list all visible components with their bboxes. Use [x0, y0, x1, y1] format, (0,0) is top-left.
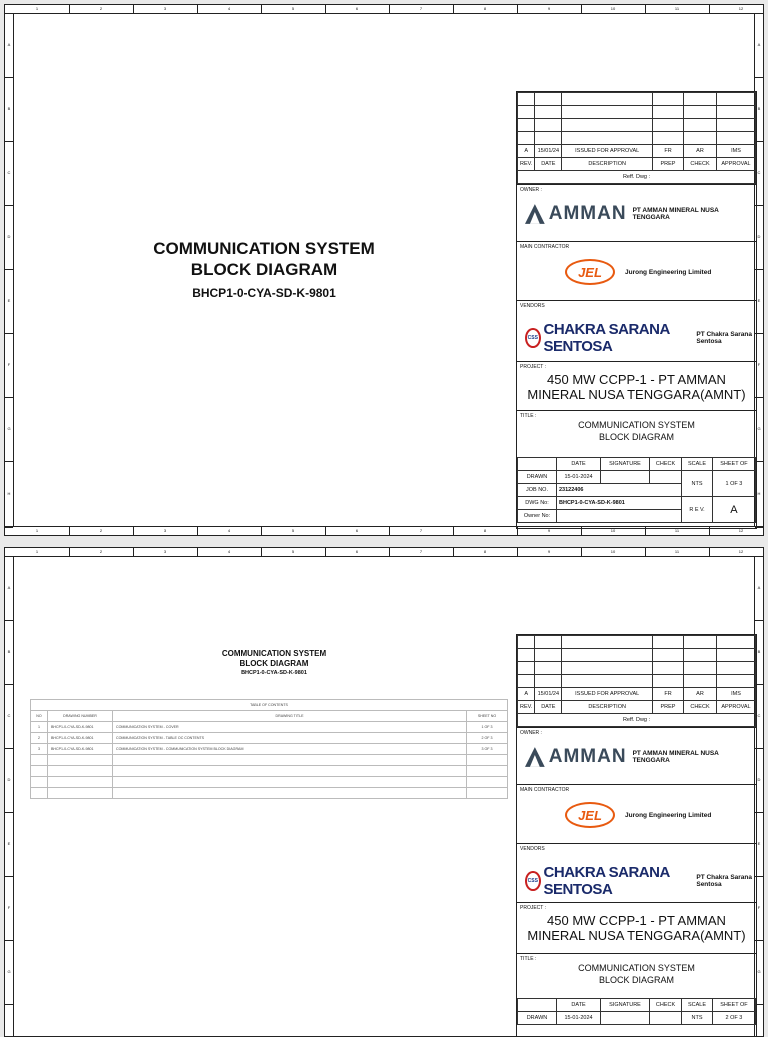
ruler-label: C	[755, 684, 763, 749]
ruler-label: E	[5, 812, 13, 877]
ruler-label: 8	[453, 5, 518, 13]
table-row: 3 BHCP1-0-CYA-SD-K-9801 COMMUNICATION SYSTEM - COMMUNICATION SYSTEM BLOCK DIAGRAM 3 OF 3	[31, 744, 508, 755]
ruler-label: 9	[517, 527, 582, 535]
ruler-label: 6	[325, 5, 390, 13]
title-block	[516, 634, 757, 1037]
ruler-label: 10	[581, 548, 646, 556]
ruler-label: 1	[5, 5, 70, 13]
info-table: DATE SIGNATURE CHECK SCALE SHEET OF DRAWN 15-01-2024 NTS 2 OF 3	[517, 998, 756, 1025]
ruler-label: 2	[69, 527, 134, 535]
chakra-logo: CHAKRA SARANA SENTOSA	[543, 864, 670, 898]
contractor-name: Jurong Engineering Limited	[625, 268, 712, 276]
table-row: 2 BHCP1-0-CYA-SD-K-9801 COMMUNICATION SYSTEM - TABLE OC CONTENTS 2 OF 3	[31, 733, 508, 744]
ruler-label: 5	[261, 527, 326, 535]
ruler-label: B	[5, 77, 13, 142]
title-line2: BLOCK DIAGRAM	[598, 432, 674, 442]
ruler-label: 11	[645, 5, 710, 13]
ruler-label: 2	[69, 5, 134, 13]
ruler-label: F	[755, 333, 763, 398]
ruler-label: C	[755, 141, 763, 206]
page-drawing-number: BHCP1-0-CYA-SD-K-9801	[241, 670, 307, 676]
owner-name: PT AMMAN MINERAL NUSA TENGGARA	[632, 750, 719, 764]
contractor-section: MAIN CONTRACTOR JEL Jurong Engineering Limited	[517, 241, 756, 300]
ruler-label: 12	[709, 548, 764, 556]
ruler-label: 2	[69, 548, 134, 556]
page-title	[174, 649, 374, 676]
chakra-logo: CHAKRA SARANA SENTOSA	[543, 321, 670, 355]
drawing-frame	[13, 13, 755, 527]
amman-logo-icon	[525, 204, 545, 224]
project-line2: MINERAL NUSA TENGGARA(AMNT)	[527, 928, 746, 943]
cover-title-line2: BLOCK DIAGRAM	[190, 260, 338, 279]
ruler-label: E	[755, 812, 763, 877]
revision-table	[517, 92, 756, 184]
drawing-sheet-toc	[4, 547, 764, 1037]
ruler-label: G	[755, 397, 763, 462]
title-line1: COMMUNICATION SYSTEM	[578, 420, 695, 430]
ruler-label: 10	[581, 527, 646, 535]
table-of-contents	[30, 699, 508, 799]
ruler-label: 8	[453, 548, 518, 556]
left-ruler	[5, 13, 13, 527]
owner-section: OWNER : AMMAN PT AMMAN MINERAL NUSA TENGGARA	[517, 184, 756, 241]
ruler-label: B	[755, 620, 763, 685]
ruler-label: E	[755, 269, 763, 334]
contractor-section: MAIN CONTRACTOR JEL Jurong Engineering Limited	[517, 784, 756, 843]
reff-dwg: Reff. Dwg :	[518, 714, 756, 727]
title-block	[516, 91, 757, 529]
revision-row: A 15/01/24 ISSUED FOR APPROVAL FR AR IMS	[518, 145, 756, 158]
jel-logo: JEL	[565, 802, 615, 828]
jel-logo: JEL	[565, 259, 615, 285]
cover-title	[114, 238, 414, 300]
drawing-sheet-cover	[4, 4, 764, 536]
project-section: PROJECT : 450 MW CCPP-1 - PT AMMAN MINERAL NUSA TENGGARA(AMNT)	[517, 361, 756, 410]
owner-section: OWNER : AMMAN PT AMMAN MINERAL NUSA TENGGARA	[517, 727, 756, 784]
ruler-label: B	[755, 77, 763, 142]
ruler-label: B	[5, 620, 13, 685]
title-line2: BLOCK DIAGRAM	[598, 975, 674, 985]
left-ruler	[5, 556, 13, 1028]
ruler-label: G	[5, 397, 13, 462]
ruler-label: A	[755, 556, 763, 621]
ruler-label: D	[755, 748, 763, 813]
ruler-label: 7	[389, 5, 454, 13]
ruler-label: D	[5, 205, 13, 270]
contractor-name: Jurong Engineering Limited	[625, 811, 712, 819]
drawing-frame	[13, 556, 755, 1037]
ruler-label: 3	[133, 527, 198, 535]
ruler-label: 7	[389, 527, 454, 535]
ruler-label: 6	[325, 527, 390, 535]
ruler-label: 8	[453, 527, 518, 535]
ruler-label: 12	[709, 5, 764, 13]
ruler-label: 4	[197, 527, 262, 535]
ruler-label: E	[5, 269, 13, 334]
ruler-label: 11	[645, 527, 710, 535]
toc-title: TABLE OF CONTENTS	[31, 700, 508, 711]
ruler-label: 4	[197, 548, 262, 556]
vendor-section: VENDORS CSS CHAKRA SARANA SENTOSA PT Chakra Sarana Sentosa	[517, 300, 756, 361]
ruler-label: 6	[325, 548, 390, 556]
vendor-section: VENDORS CSS CHAKRA SARANA SENTOSA PT Chakra Sarana Sentosa	[517, 843, 756, 902]
revision-table	[517, 635, 756, 727]
page-title-line2: BLOCK DIAGRAM	[239, 659, 309, 668]
title-section: TITLE : COMMUNICATION SYSTEM BLOCK DIAGRAM	[517, 410, 756, 457]
ruler-label: 12	[709, 527, 764, 535]
ruler-label: F	[755, 876, 763, 941]
ruler-label: 3	[133, 548, 198, 556]
cover-title-line1: COMMUNICATION SYSTEM	[153, 239, 375, 258]
ruler-label: 9	[517, 5, 582, 13]
ruler-label: H	[755, 461, 763, 528]
amman-logo: AMMAN	[548, 746, 627, 767]
ruler-label: F	[5, 333, 13, 398]
revision-header-row: REV. DATE DESCRIPTION PREP CHECK APPROVAL	[518, 701, 756, 714]
ruler-label: 11	[645, 548, 710, 556]
ruler-label: D	[5, 748, 13, 813]
ruler-label: 10	[581, 5, 646, 13]
project-line1: 450 MW CCPP-1 - PT AMMAN	[547, 372, 726, 387]
amman-logo: AMMAN	[548, 203, 627, 224]
page-title-line1: COMMUNICATION SYSTEM	[221, 649, 327, 658]
table-row: 1 BHCP1-0-CYA-SD-K-9801 COMMUNICATION SYSTEM - COVER 1 OF 3	[31, 722, 508, 733]
revision-row: A 15/01/24 ISSUED FOR APPROVAL FR AR IMS	[518, 688, 756, 701]
ruler-label: G	[5, 940, 13, 1005]
ruler-label: 7	[389, 548, 454, 556]
vendor-name: PT Chakra Sarana Sentosa	[696, 331, 752, 345]
cover-drawing-number: BHCP1-0-CYA-SD-K-9801	[192, 286, 336, 300]
amman-logo-icon	[525, 747, 545, 767]
ruler-label: G	[755, 940, 763, 1005]
project-line2: MINERAL NUSA TENGGARA(AMNT)	[527, 387, 746, 402]
reff-dwg: Reff. Dwg :	[518, 171, 756, 184]
ruler-label: A	[755, 13, 763, 78]
ruler-label: A	[5, 13, 13, 78]
ruler-label: 1	[5, 548, 70, 556]
revision-header-row: REV. DATE DESCRIPTION PREP CHECK APPROVAL	[518, 158, 756, 171]
toc-header-row: NO DRAWING NUMBER DRAWING TITLE SHEET NO	[31, 711, 508, 722]
owner-name: PT AMMAN MINERAL NUSA TENGGARA	[632, 207, 719, 221]
ruler-label: H	[5, 461, 13, 528]
ruler-label: 9	[517, 548, 582, 556]
ruler-label: 1	[5, 527, 70, 535]
project-line1: 450 MW CCPP-1 - PT AMMAN	[547, 913, 726, 928]
ruler-label: 3	[133, 5, 198, 13]
ruler-label: C	[5, 141, 13, 206]
css-logo-icon: CSS	[525, 871, 541, 891]
project-section: PROJECT : 450 MW CCPP-1 - PT AMMAN MINERAL NUSA TENGGARA(AMNT)	[517, 902, 756, 953]
info-table: DATE SIGNATURE CHECK SCALE SHEET OF DRAWN 15-01-2024 NTS 1 OF 3 JOB NO. 23122406 DWG No: BHCP1-0-CYA-SD-K-9801 R E V. A Owner No:	[517, 457, 756, 523]
title-section: TITLE : COMMUNICATION SYSTEM BLOCK DIAGRAM	[517, 953, 756, 998]
css-logo-icon: CSS	[525, 328, 541, 348]
title-line1: COMMUNICATION SYSTEM	[578, 963, 695, 973]
vendor-name: PT Chakra Sarana Sentosa	[696, 874, 752, 888]
ruler-label: C	[5, 684, 13, 749]
ruler-label: 5	[261, 548, 326, 556]
ruler-label: D	[755, 205, 763, 270]
ruler-label: 4	[197, 5, 262, 13]
ruler-label: A	[5, 556, 13, 621]
ruler-label: F	[5, 876, 13, 941]
ruler-label: 5	[261, 5, 326, 13]
